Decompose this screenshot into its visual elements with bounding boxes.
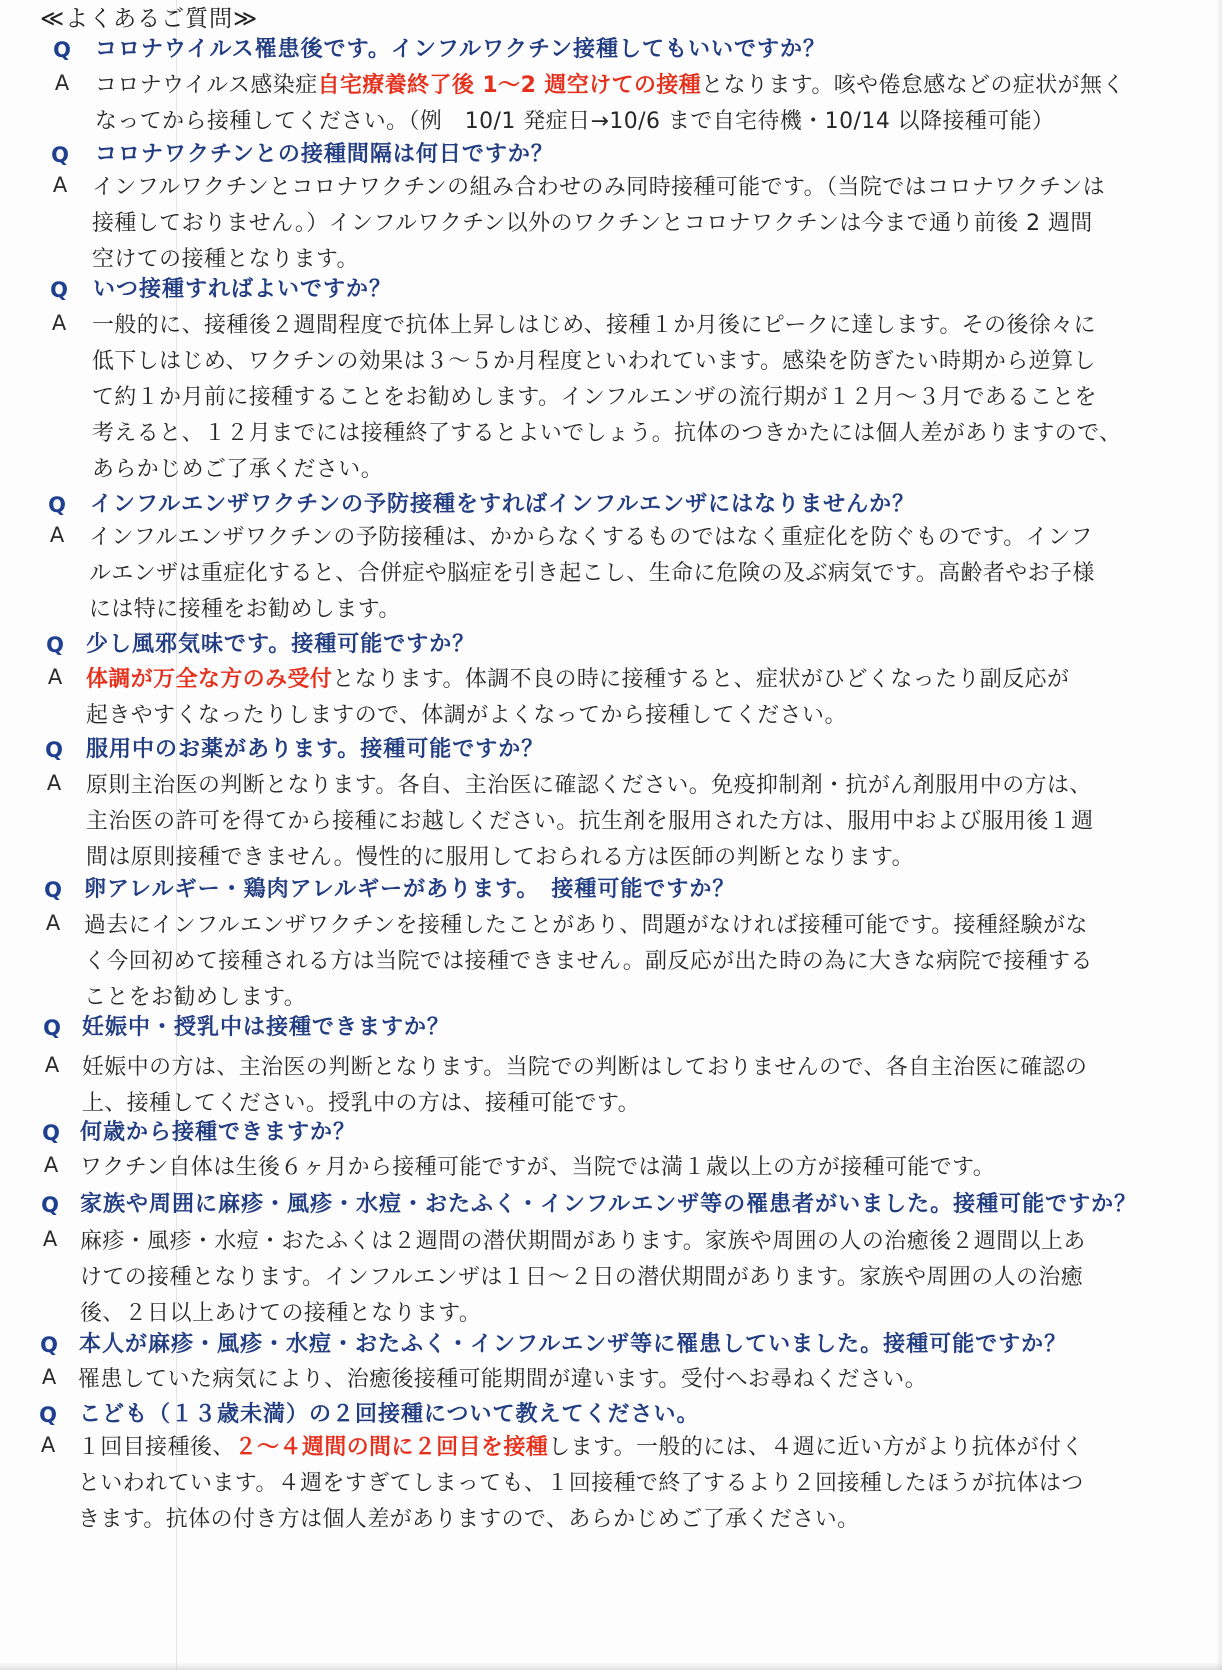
answer-text-segment: 過去にインフルエンザワクチンを接種したことがあり、問題がなければ接種可能です。接種経験がな <box>84 913 1088 938</box>
answer-line <box>86 804 1215 840</box>
answer-text-segment: けての接種となります。インフルエンザは１日～２日の潜伏期間があります。家族や周囲の人の治癒 <box>80 1265 1084 1290</box>
answer-text-segment: 接種しておりません。）インフルワクチン以外のワクチンとコロナワクチンは今まで通り前後 2 週間 <box>92 211 1093 236</box>
answer-line <box>92 344 1215 380</box>
answer-text-segment: １回目接種後、 <box>78 1435 235 1460</box>
answer-line <box>80 1224 1215 1260</box>
scan-right-edge <box>1216 0 1222 1670</box>
answer-line <box>84 980 1215 1016</box>
answer-mark-label: A <box>52 173 68 197</box>
answer-text-segment: 空けての接種となります。 <box>92 247 359 272</box>
answer-text-segment: 考えると、１２月までには接種終了するとよいでしょう。抗体のつきかたには個人差がありますので、 <box>92 421 1122 446</box>
faq-question-text: 本人が麻疹・風疹・水痘・おたふく・インフルエンザ等に罹患していました。接種可能ですか？ <box>79 1332 1068 1357</box>
answer-line <box>89 520 1215 556</box>
answer-text-segment: となります。体調不良の時に接種すると、症状がひどくなったり副反応が <box>332 667 1070 692</box>
question-mark-label: Q <box>42 1121 60 1145</box>
highlighted-answer-text: 自宅療養終了後 1～2 週空けての接種 <box>317 73 702 98</box>
question-mark-label: Q <box>46 633 64 657</box>
answer-line <box>80 1296 1215 1332</box>
answer-text-segment: ことをお勧めします。 <box>84 985 307 1010</box>
answer-mark-label: A <box>43 1153 59 1177</box>
answer-line <box>78 1362 1215 1398</box>
answer-mark-label: A <box>51 311 67 335</box>
answer-line <box>86 698 1215 734</box>
question-mark-label: Q <box>43 1016 61 1040</box>
faq-answer-text <box>95 68 1215 140</box>
answer-line <box>80 1260 1215 1296</box>
answer-mark-label: A <box>44 1053 60 1077</box>
answer-text-segment: 間は原則接種できません。慢性的に服用しておられる方は医師の判断となります。 <box>86 845 915 870</box>
answer-text-segment: インフルワクチンとコロナワクチンの組み合わせのみ同時接種可能です。（当院ではコロナワクチンは <box>92 175 1106 200</box>
answer-text-segment: 麻疹・風疹・水痘・おたふくは２週間の潜伏期間があります。家族や周囲の人の治癒後２週間以上あ <box>80 1229 1086 1254</box>
answer-line <box>92 308 1215 344</box>
answer-line <box>92 452 1215 488</box>
answer-line <box>78 1502 1215 1538</box>
answer-line <box>86 840 1215 876</box>
faq-answer-text <box>82 1050 1215 1122</box>
answer-text-segment: 低下しはじめ、ワクチンの効果は３～５か月程度といわれています。感染を防ぎたい時期から逆算し <box>92 349 1096 374</box>
answer-text-segment: く今回初めて接種される方は当院では接種できません。副反応が出た時の為に大きな病院で接種する <box>84 949 1093 974</box>
faq-answer-text <box>89 520 1215 628</box>
answer-text-segment: といわれています。４週をすぎてしまっても、１回接種で終了するより２回接種したほうが抗体はつ <box>78 1471 1084 1496</box>
highlighted-answer-text: ２～４週間の間に２回目を接種 <box>234 1435 549 1460</box>
answer-text-segment: 主治医の許可を得てから接種にお越しください。抗生剤を服用された方は、服用中および服用後１週 <box>86 809 1094 834</box>
answer-mark-label: A <box>45 911 61 935</box>
faq-answer-text <box>80 1224 1215 1332</box>
faq-question-text: インフルエンザワクチンの予防接種をすればインフルエンザにはなりませんか？ <box>90 492 916 517</box>
answer-mark-label: A <box>54 71 70 95</box>
question-mark-label: Q <box>41 1193 59 1217</box>
faq-question-text: こども（１３歳未満）の２回接種について教えてください。 <box>79 1402 700 1427</box>
question-mark-label: Q <box>44 878 62 902</box>
scan-bottom-edge <box>0 1662 1222 1670</box>
answer-line <box>84 908 1215 944</box>
question-mark-label: Q <box>45 738 63 762</box>
answer-mark-label: A <box>42 1227 58 1251</box>
answer-line <box>89 556 1215 592</box>
answer-text-segment: には特に接種をお勧めします。 <box>89 597 401 622</box>
answer-mark-label: A <box>49 523 65 547</box>
question-mark-label: Q <box>40 1333 58 1357</box>
answer-line <box>95 68 1215 104</box>
answer-line <box>92 416 1215 452</box>
faq-answer-text <box>78 1362 1215 1398</box>
answer-line <box>78 1466 1215 1502</box>
answer-mark-label: A <box>47 665 63 689</box>
faq-question-text: 卵アレルギー・鶏肉アレルギーがあります。 接種可能ですか？ <box>84 877 736 902</box>
faq-answer-text <box>80 1150 1215 1186</box>
faq-answer-text <box>78 1430 1215 1538</box>
faq-answer-text <box>86 768 1215 876</box>
faq-answer-text <box>92 170 1215 278</box>
answer-text-segment: あらかじめご了承ください。 <box>92 457 384 482</box>
answer-text-segment: 上、接種してください。授乳中の方は、接種可能です。 <box>82 1091 641 1116</box>
answer-line <box>92 206 1215 242</box>
answer-line <box>86 662 1215 698</box>
faq-answer-text <box>84 908 1215 1016</box>
answer-text-segment: きます。抗体の付き方は個人差がありますので、あらかじめご了承ください。 <box>78 1507 860 1532</box>
faq-question-text: いつ接種すればよいですか？ <box>93 277 393 302</box>
answer-text-segment: て約１か月前に接種することをお勧めします。インフルエンザの流行期が１２月～３月であることを <box>92 385 1097 410</box>
answer-text-segment: 罹患していた病気により、治癒後接種可能期間が違います。受付へお尋ねください。 <box>78 1367 928 1392</box>
answer-line <box>92 170 1215 206</box>
question-mark-label: Q <box>48 493 66 517</box>
faq-question-text: 妊娠中・授乳中は接種できますか？ <box>82 1015 451 1040</box>
answer-line <box>95 104 1215 140</box>
faq-question-text: 少し風邪気味です。接種可能ですか？ <box>86 632 476 657</box>
answer-line <box>89 592 1215 628</box>
answer-mark-label: A <box>41 1365 57 1389</box>
faq-question-text: 家族や周囲に麻疹・風疹・水痘・おたふく・インフルエンザ等の罹患者がいました。接種可能ですか？ <box>80 1192 1138 1217</box>
answer-text-segment: します。一般的には、４週に近い方がより抗体が付く <box>548 1435 1084 1460</box>
answer-text-segment: 起きやすくなったりしますので、体調がよくなってから接種してください。 <box>86 703 847 728</box>
question-mark-label: Q <box>39 1403 57 1427</box>
answer-text-segment: 一般的に、接種後２週間程度で抗体上昇しはじめ、接種１か月後にピークに達します。その後徐々に <box>92 313 1097 338</box>
answer-line <box>80 1150 1215 1186</box>
answer-text-segment: となります。咳や倦怠感などの症状が無く <box>701 73 1125 98</box>
answer-text-segment: 妊娠中の方は、主治医の判断となります。当院での判断はしておりませんので、各自主治医に確認の <box>82 1055 1088 1080</box>
faq-question-text: コロナウイルス罹患後です。インフルワクチン接種してもいいですか？ <box>95 37 826 62</box>
page-heading: ≪よくあるご質問≫ <box>40 6 259 32</box>
answer-text-segment: ルエンザは重症化すると、合併症や脳症を引き起こし、生命に危険の及ぶ病気です。高齢者やお子様 <box>89 561 1095 586</box>
faq-answer-text <box>92 308 1215 488</box>
highlighted-answer-text: 体調が万全な方のみ受付 <box>86 667 333 692</box>
answer-line <box>84 944 1215 980</box>
faq-question-text: 何歳から接種できますか？ <box>80 1120 357 1145</box>
faq-question-text: コロナワクチンとの接種間隔は何日ですか？ <box>95 142 554 167</box>
faq-answer-text <box>86 662 1215 734</box>
answer-text-segment: 後、２日以上あけての接種となります。 <box>80 1301 482 1326</box>
question-mark-label: Q <box>51 143 69 167</box>
answer-line <box>92 380 1215 416</box>
faq-question-text: 服用中のお薬があります。接種可能ですか？ <box>86 737 545 762</box>
answer-mark-label: A <box>46 771 62 795</box>
question-mark-label: Q <box>50 278 68 302</box>
answer-text-segment: 原則主治医の判断となります。各自、主治医に確認ください。免疫抑制剤・抗がん剤服用中の方は、 <box>86 773 1092 798</box>
answer-line <box>82 1086 1215 1122</box>
answer-text-segment: なってから接種してください。（例 10/1 発症日→10/6 まで自宅待機・10/14 以降接種可能） <box>95 109 1055 134</box>
answer-line <box>82 1050 1215 1086</box>
answer-text-segment: ワクチン自体は生後６ヶ月から接種可能ですが、当院では満１歳以上の方が接種可能です。 <box>80 1155 996 1180</box>
answer-text-segment: インフルエンザワクチンの予防接種は、かからなくするものではなく重症化を防ぐものです。インフ <box>89 525 1093 550</box>
answer-line <box>92 242 1215 278</box>
answer-line <box>78 1430 1215 1466</box>
question-mark-label: Q <box>53 38 71 62</box>
answer-text-segment: コロナウイルス感染症 <box>95 73 318 98</box>
answer-line <box>86 768 1215 804</box>
answer-mark-label: A <box>40 1433 56 1457</box>
